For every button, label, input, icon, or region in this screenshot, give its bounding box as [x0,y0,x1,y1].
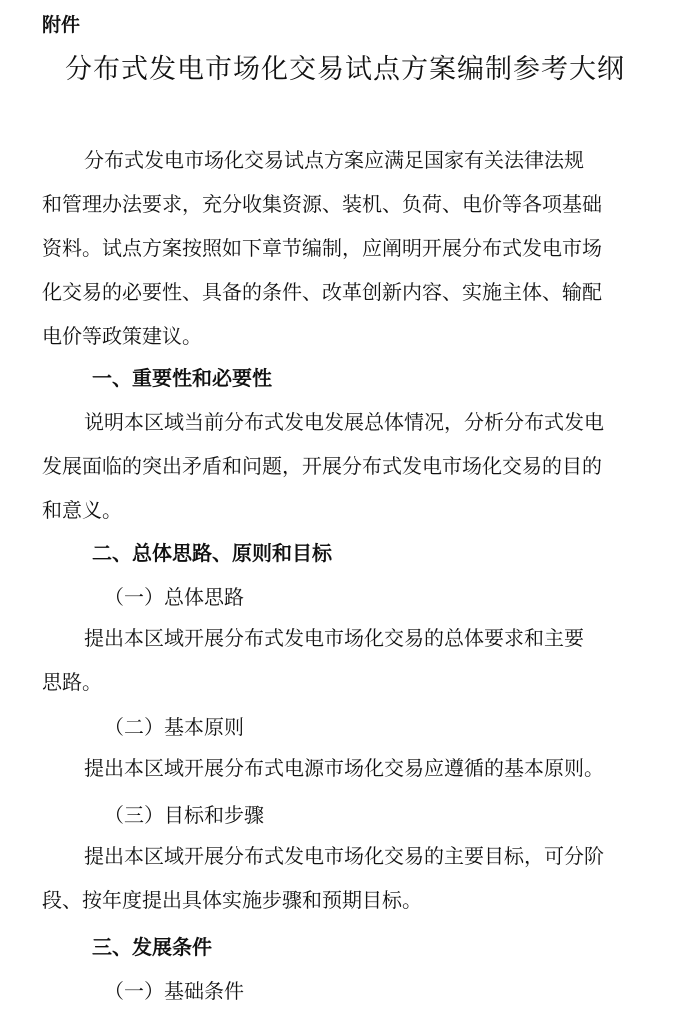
section-importance-paragraph [42,400,662,532]
subheading-goals-steps: （三）目标和步骤 [104,803,264,827]
attachment-label: 附件 [42,14,81,36]
paragraph-line: 和意义。 [42,498,122,522]
paragraph-line: 思路。 [42,670,102,694]
section-heading-general-approach: 二、总体思路、原则和目标 [92,541,332,565]
paragraph-line: 说明本区域当前分布式发电发展总体情况，分析分布式发电 [84,410,604,434]
intro-line: 分布式发电市场化交易试点方案应满足国家有关法律法规 [84,148,584,172]
subheading-general-approach: （一）总体思路 [104,585,244,609]
paragraph-line: 发展面临的突出矛盾和问题，开展分布式发电市场化交易的目的 [42,454,602,478]
intro-line: 资料。试点方案按照如下章节编制，应阐明开展分布式发电市场 [42,236,602,260]
page-title: 分布式发电市场化交易试点方案编制参考大纲 [65,54,625,85]
general-approach-paragraph [42,616,662,704]
intro-paragraph [42,138,662,358]
paragraph-line: 提出本区域开展分布式发电市场化交易的主要目标，可分阶 [84,844,604,868]
section-heading-importance: 一、重要性和必要性 [92,366,272,390]
basic-principles-paragraph [42,746,662,790]
intro-line: 化交易的必要性、具备的条件、改革创新内容、实施主体、输配 [42,280,602,304]
goals-steps-paragraph [42,834,662,922]
intro-line: 电价等政策建议。 [42,324,202,348]
intro-line: 和管理办法要求，充分收集资源、装机、负荷、电价等各项基础 [42,192,602,216]
subheading-basic-conditions: （一）基础条件 [104,979,244,1003]
paragraph-line: 提出本区域开展分布式发电市场化交易的总体要求和主要 [84,626,584,650]
paragraph-line: 提出本区域开展分布式电源市场化交易应遵循的基本原则。 [84,756,604,780]
section-heading-development-conditions: 三、发展条件 [92,935,212,959]
subheading-basic-principles: （二）基本原则 [104,715,244,739]
paragraph-line: 段、按年度提出具体实施步骤和预期目标。 [42,888,422,912]
